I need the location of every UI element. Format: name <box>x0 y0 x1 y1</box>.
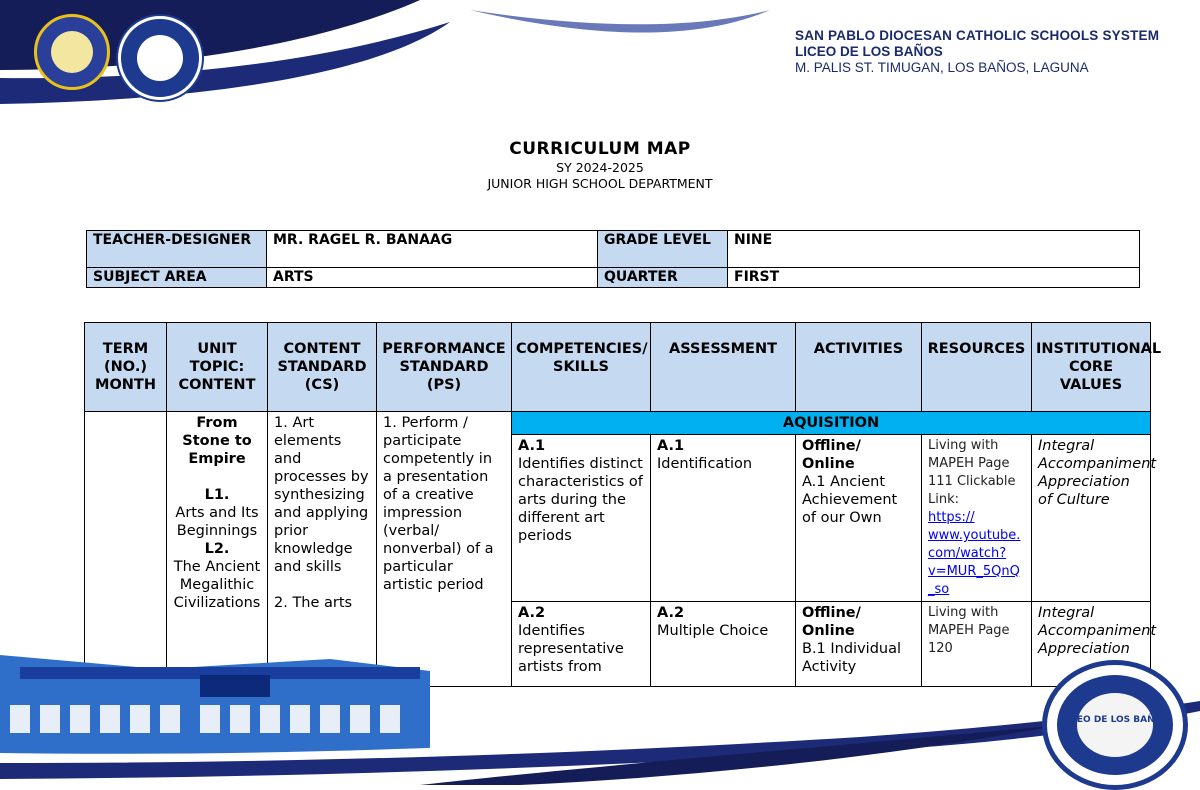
phase-acquisition: AQUISITION <box>512 412 1151 435</box>
department: JUNIOR HIGH SCHOOL DEPARTMENT <box>487 176 713 191</box>
school-year: SY 2024-2025 <box>556 160 644 175</box>
lesson-2-title: The Ancient Megalithic Civilizations <box>173 559 261 611</box>
page-title: CURRICULUM MAP <box>509 139 691 159</box>
school-name: LICEO DE LOS BAÑOS <box>795 44 943 59</box>
col-competencies: COMPETENCIES/ SKILLS <box>512 323 651 412</box>
activity-text: A.1 Ancient Achievement of our Own <box>802 474 898 526</box>
col-term: TERM (NO.) MONTH <box>85 323 167 412</box>
liceo-logo-badge <box>1042 660 1188 790</box>
diocesan-seal-logo <box>34 14 110 90</box>
core-values-text: Integral Accompaniment Appreciation <box>1032 602 1151 687</box>
logo-text: LICEO DE LOS BAÑOS <box>1061 715 1169 725</box>
performance-standard-cell: 1. Perform / participate competently in a presentation of a creative impression (verbal/ nonverbal) of a particular artistic period <box>377 412 512 687</box>
quarter-value: FIRST <box>728 268 1140 288</box>
col-content-standard: CONTENT STANDARD (CS) <box>268 323 377 412</box>
unit-title: From Stone to Empire <box>182 415 252 467</box>
subject-value: ARTS <box>267 268 598 288</box>
assessment-code: A.1 <box>657 438 685 454</box>
competency-text: Identifies distinct characteristics of arts during the different art periods <box>518 456 643 544</box>
activity-mode: Offline/ Online <box>802 438 861 472</box>
grade-value: NINE <box>728 231 1140 268</box>
lesson-2-code: L2. <box>204 541 230 557</box>
resource-link[interactable]: https:// www.youtube. com/watch? v=MUR_5QnQ _so <box>928 510 1021 597</box>
col-unit: UNIT TOPIC: CONTENT <box>167 323 268 412</box>
grade-label: GRADE LEVEL <box>598 231 728 268</box>
teacher-value: MR. RAGEL R. BANAAG <box>267 231 598 268</box>
quarter-label: QUARTER <box>598 268 728 288</box>
activity-mode: Offline/ Online <box>802 605 861 639</box>
lesson-1-title: Arts and Its Beginnings <box>175 505 259 539</box>
col-resources: RESOURCES <box>922 323 1032 412</box>
content-standard-1: 1. Art elements and processes by synthesizing and applying prior knowledge and skills <box>274 415 369 575</box>
teacher-label: TEACHER-DESIGNER <box>87 231 267 268</box>
col-core-values: INSTITUTIONAL CORE VALUES <box>1032 323 1151 412</box>
assessment-text: Identification <box>657 456 753 472</box>
competency-code: A.1 <box>518 438 546 454</box>
content-standard-2: 2. The arts <box>274 595 353 611</box>
footer-building-banner <box>0 645 1200 785</box>
core-values-text: Integral Accompaniment Appreciation of Culture <box>1032 435 1151 602</box>
competency-code: A.2 <box>518 605 546 621</box>
header-row <box>85 323 1151 412</box>
assessment-code: A.2 <box>657 605 685 621</box>
col-assessment: ASSESSMENT <box>651 323 796 412</box>
col-performance-standard: PERFORMANCE STANDARD (PS) <box>377 323 512 412</box>
subject-label: SUBJECT AREA <box>87 268 267 288</box>
col-activities: ACTIVITIES <box>796 323 922 412</box>
curriculum-table <box>84 322 1162 687</box>
school-address: M. PALIS ST. TIMUGAN, LOS BAÑOS, LAGUNA <box>795 60 1089 75</box>
resource-text: Living with MAPEH Page 120 <box>922 602 1032 687</box>
liceo-seal-logo <box>118 16 202 100</box>
school-system: SAN PABLO DIOCESAN CATHOLIC SCHOOLS SYSTEM <box>795 28 1160 43</box>
school-header <box>795 28 1159 75</box>
assessment-text: Multiple Choice <box>657 623 769 639</box>
info-table <box>86 230 1140 288</box>
lesson-1-code: L1. <box>204 487 230 503</box>
resource-text: Living with MAPEH Page 111 Clickable Link: <box>928 438 1016 507</box>
activity-text: B.1 Individual Activity <box>802 641 902 675</box>
competency-text: Identifies representative artists from <box>518 623 624 675</box>
